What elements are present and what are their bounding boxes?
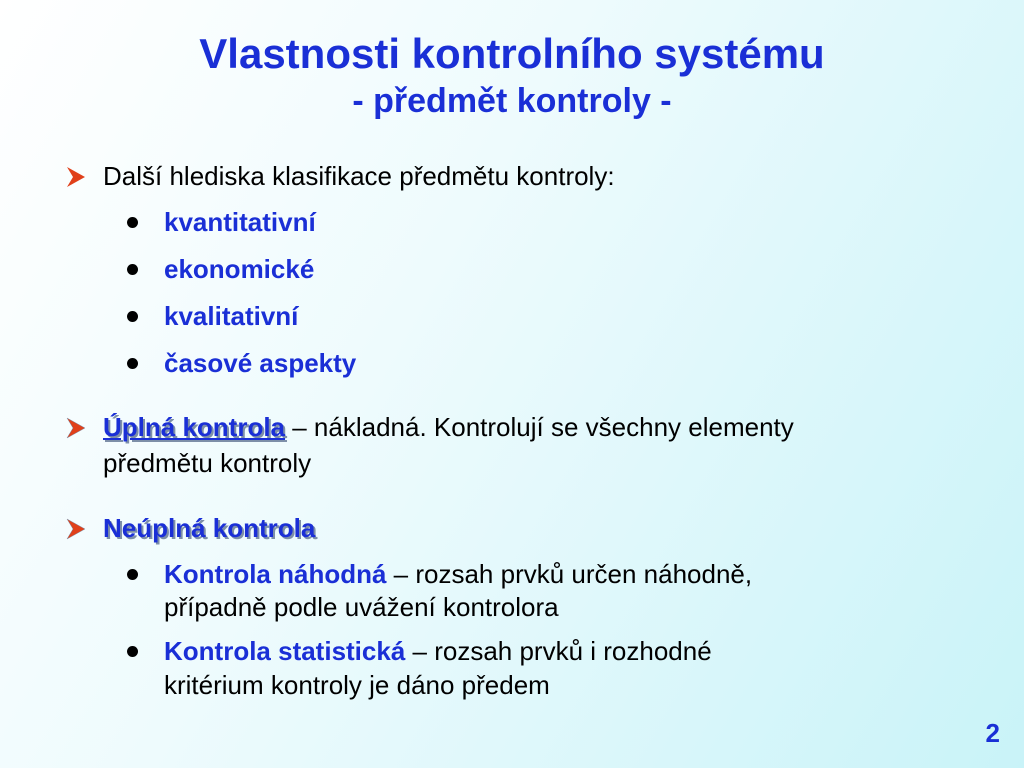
arrow-bullet-icon xyxy=(64,517,88,541)
bullet-icon xyxy=(127,264,138,275)
list-item xyxy=(164,558,752,590)
list-item-term: Kontrola náhodná xyxy=(164,559,387,589)
list-item-term: Kontrola statistická xyxy=(164,636,406,666)
bullet-icon xyxy=(127,646,138,657)
list-item xyxy=(164,635,712,667)
page-number: 2 xyxy=(985,718,1000,748)
bullet-icon xyxy=(127,217,138,228)
list-item-text: – rozsah prvků určen náhodně, xyxy=(386,559,753,589)
section2-line2: předmětu kontroly xyxy=(103,448,312,478)
bullet-icon xyxy=(127,358,138,369)
section2-line1 xyxy=(103,411,794,443)
list-item: časové aspekty xyxy=(164,348,357,378)
arrow-bullet-icon xyxy=(64,165,88,189)
slide-title-line2: - předmět kontroly - xyxy=(352,82,672,120)
section2-term: Úplná kontrola xyxy=(103,412,286,442)
section1-heading: Další hlediska klasifikace předmětu kontroly: xyxy=(103,161,615,191)
list-item-continuation: případně podle uvážení kontrolora xyxy=(164,592,559,622)
list-item-text: – rozsah prvků i rozhodné xyxy=(405,636,712,666)
slide-title-line1: Vlastnosti kontrolního systému xyxy=(199,30,825,77)
list-item-continuation: kritérium kontroly je dáno předem xyxy=(164,670,550,700)
list-item: kvantitativní xyxy=(164,207,316,237)
list-item: ekonomické xyxy=(164,254,315,284)
section2-text: – nákladná. Kontrolují se všechny elementy xyxy=(285,412,794,442)
bullet-icon xyxy=(127,311,138,322)
bullet-icon xyxy=(127,569,138,580)
section3-heading: Neúplná kontrola xyxy=(103,513,316,543)
arrow-bullet-icon xyxy=(64,416,88,440)
list-item: kvalitativní xyxy=(164,301,299,331)
